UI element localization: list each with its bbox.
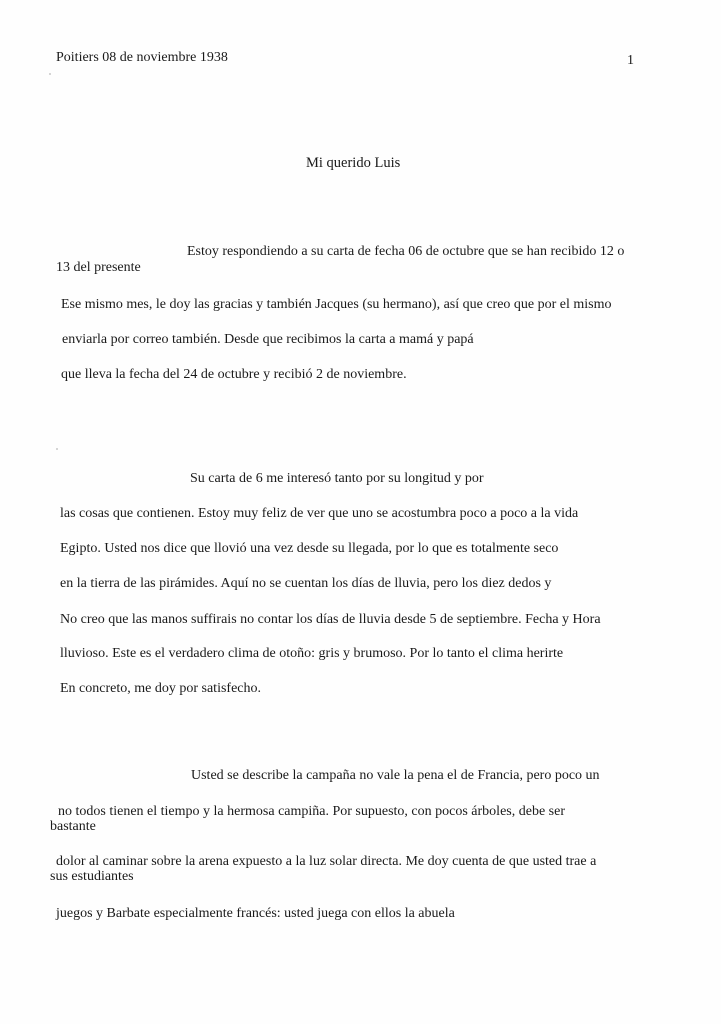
paragraph-line: Egipto. Usted nos dice que llovió una vez desde su llegada, por lo que es totalmente seco	[60, 541, 559, 556]
paper-speck	[49, 73, 51, 75]
paragraph-line: dolor al caminar sobre la arena expuesto a la luz solar directa. Me doy cuenta de que usted trae a	[56, 854, 597, 869]
paragraph-line: Ese mismo mes, le doy las gracias y también Jacques (su hermano), así que creo que por el mismo	[61, 297, 612, 312]
paragraph-line: que lleva la fecha del 24 de octubre y recibió 2 de noviembre.	[61, 367, 407, 382]
paragraph-line: Su carta de 6 me interesó tanto por su longitud y por	[190, 471, 484, 486]
paragraph-line: bastante	[50, 819, 96, 834]
place-date-header: Poitiers 08 de noviembre 1938	[56, 50, 228, 65]
paragraph-line: lluvioso. Este es el verdadero clima de otoño: gris y brumoso. Por lo tanto el clima herirte	[60, 646, 564, 661]
paragraph-line: las cosas que contienen. Estoy muy feliz de ver que uno se acostumbra poco a poco a la vida	[60, 506, 579, 521]
paragraph-line: No creo que las manos suffirais no contar los días de lluvia desde 5 de septiembre. Fecha y Hora	[60, 612, 601, 627]
paragraph-line: en la tierra de las pirámides. Aquí no se cuentan los días de lluvia, pero los diez dedos y	[60, 576, 552, 591]
paragraph-line: 13 del presente	[56, 260, 141, 275]
salutation: Mi querido Luis	[306, 155, 401, 171]
paragraph-line: no todos tienen el tiempo y la hermosa campiña. Por supuesto, con pocos árboles, debe ser	[58, 804, 565, 819]
paragraph-line: En concreto, me doy por satisfecho.	[60, 681, 261, 696]
paper-speck	[56, 448, 58, 450]
paragraph-line: enviarla por correo también. Desde que recibimos la carta a mamá y papá	[62, 332, 474, 347]
page-number: 1	[627, 53, 634, 68]
paragraph-line: juegos y Barbate especialmente francés: usted juega con ellos la abuela	[56, 906, 455, 921]
paragraph-line: sus estudiantes	[50, 869, 134, 884]
paragraph-line: Usted se describe la campaña no vale la pena el de Francia, pero poco un	[191, 768, 600, 783]
paragraph-line: Estoy respondiendo a su carta de fecha 06 de octubre que se han recibido 12 o	[187, 244, 625, 259]
